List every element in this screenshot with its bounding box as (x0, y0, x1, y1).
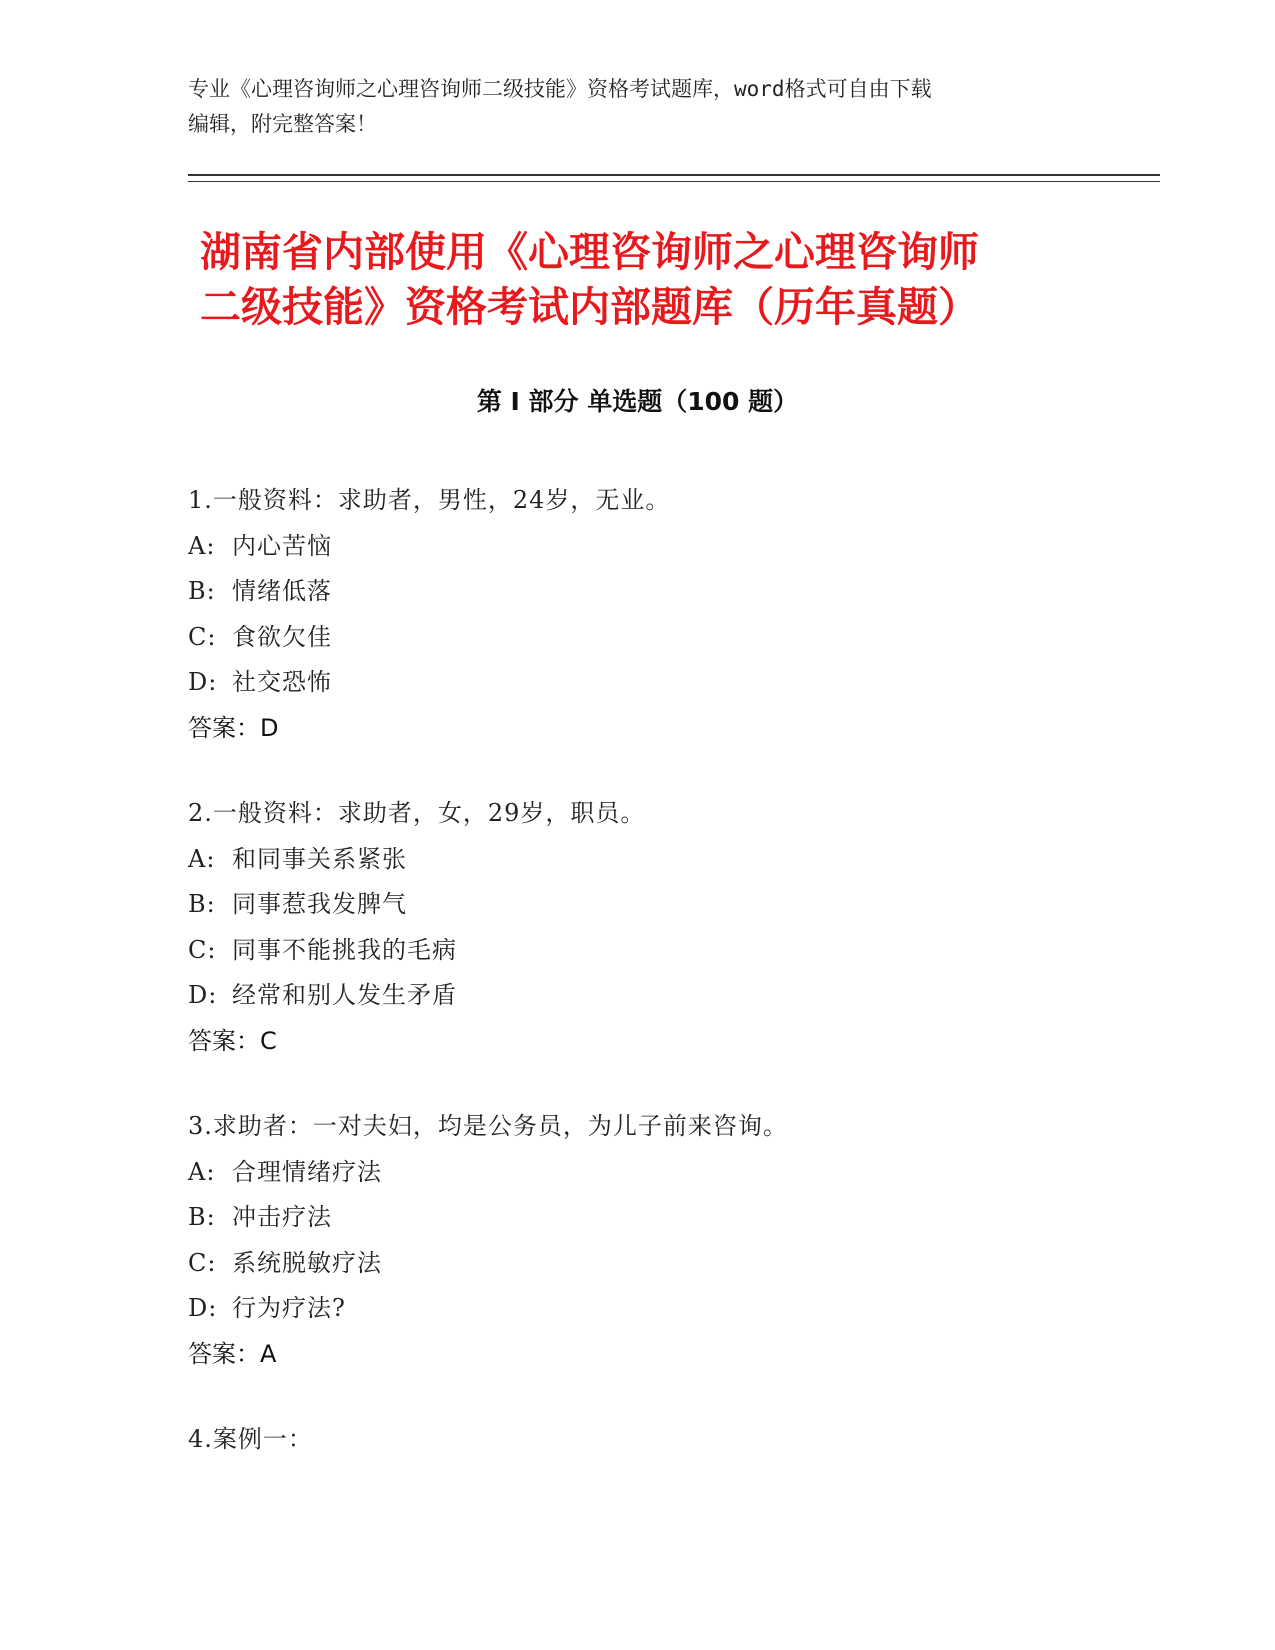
option-letter: D: (188, 981, 218, 1009)
header-note (188, 72, 1088, 142)
option-text: 食欲欠佳 (232, 622, 332, 651)
option-d (188, 973, 1148, 1019)
option-text: 同事不能挑我的毛病 (232, 935, 457, 964)
question-text: 3.求助者：一对夫妇，均是公务员，为儿子前来咨询。 (188, 1112, 788, 1140)
option-text: 情绪低落 (232, 577, 332, 605)
option-letter: C: (188, 935, 217, 964)
option-letter: C: (188, 1248, 217, 1277)
option-text: 冲击疗法 (232, 1203, 332, 1231)
question-item (188, 478, 1148, 751)
answer-line: 答案：D (188, 713, 279, 742)
option-c (188, 928, 1148, 974)
option-letter: B: (188, 890, 216, 918)
question-item (188, 791, 1148, 1064)
question-text: 1.一般资料：求助者，男性，24岁，无业。 (188, 486, 671, 514)
option-b (188, 1195, 1148, 1241)
option-letter: B: (188, 577, 216, 605)
question-text: 4.案例一： (188, 1425, 313, 1453)
option-text: 同事惹我发脾气 (232, 890, 407, 918)
option-letter: C: (188, 622, 217, 651)
document-title-line-1: 湖南省内部使用《心理咨询师之心理咨询师 (200, 228, 979, 276)
option-a (188, 524, 1148, 570)
option-letter: D: (188, 668, 218, 696)
option-a (188, 1150, 1148, 1196)
option-c (188, 1241, 1148, 1287)
header-divider-thick (188, 174, 1160, 176)
question-text: 2.一般资料：求助者，女，29岁，职员。 (188, 799, 646, 827)
question-item (188, 1417, 1148, 1463)
section-title: 第 I 部分 单选题（100 题） (476, 387, 799, 416)
option-text: 系统脱敏疗法 (232, 1248, 382, 1277)
option-b (188, 569, 1148, 615)
option-letter: A: (188, 531, 216, 560)
option-c (188, 615, 1148, 661)
option-letter: D: (188, 1294, 218, 1322)
header-divider-thin (188, 181, 1160, 182)
option-letter: A: (188, 1157, 216, 1186)
answer-line: 答案：C (188, 1026, 277, 1055)
option-letter: B: (188, 1203, 216, 1231)
answer-line: 答案：A (188, 1339, 277, 1368)
option-text: 内心苦恼 (232, 531, 332, 560)
option-letter: A: (188, 844, 216, 873)
option-text: 社交恐怖 (232, 668, 332, 696)
option-text: 和同事关系紧张 (232, 844, 407, 873)
option-b (188, 882, 1148, 928)
option-a (188, 837, 1148, 883)
document-title-line-2: 二级技能》资格考试内部题库（历年真题） (200, 283, 979, 331)
option-d (188, 660, 1148, 706)
document-title (200, 225, 1100, 335)
option-text: 经常和别人发生矛盾 (232, 981, 457, 1009)
option-text: 行为疗法? (232, 1294, 346, 1322)
header-note-line-1: 专业《心理咨询师之心理咨询师二级技能》资格考试题库，word格式可自由下载 (188, 77, 932, 101)
header-note-line-2: 编辑，附完整答案！ (188, 112, 377, 136)
question-item (188, 1104, 1148, 1377)
option-d (188, 1286, 1148, 1332)
option-text: 合理情绪疗法 (232, 1157, 382, 1186)
question-list (188, 478, 1148, 1503)
